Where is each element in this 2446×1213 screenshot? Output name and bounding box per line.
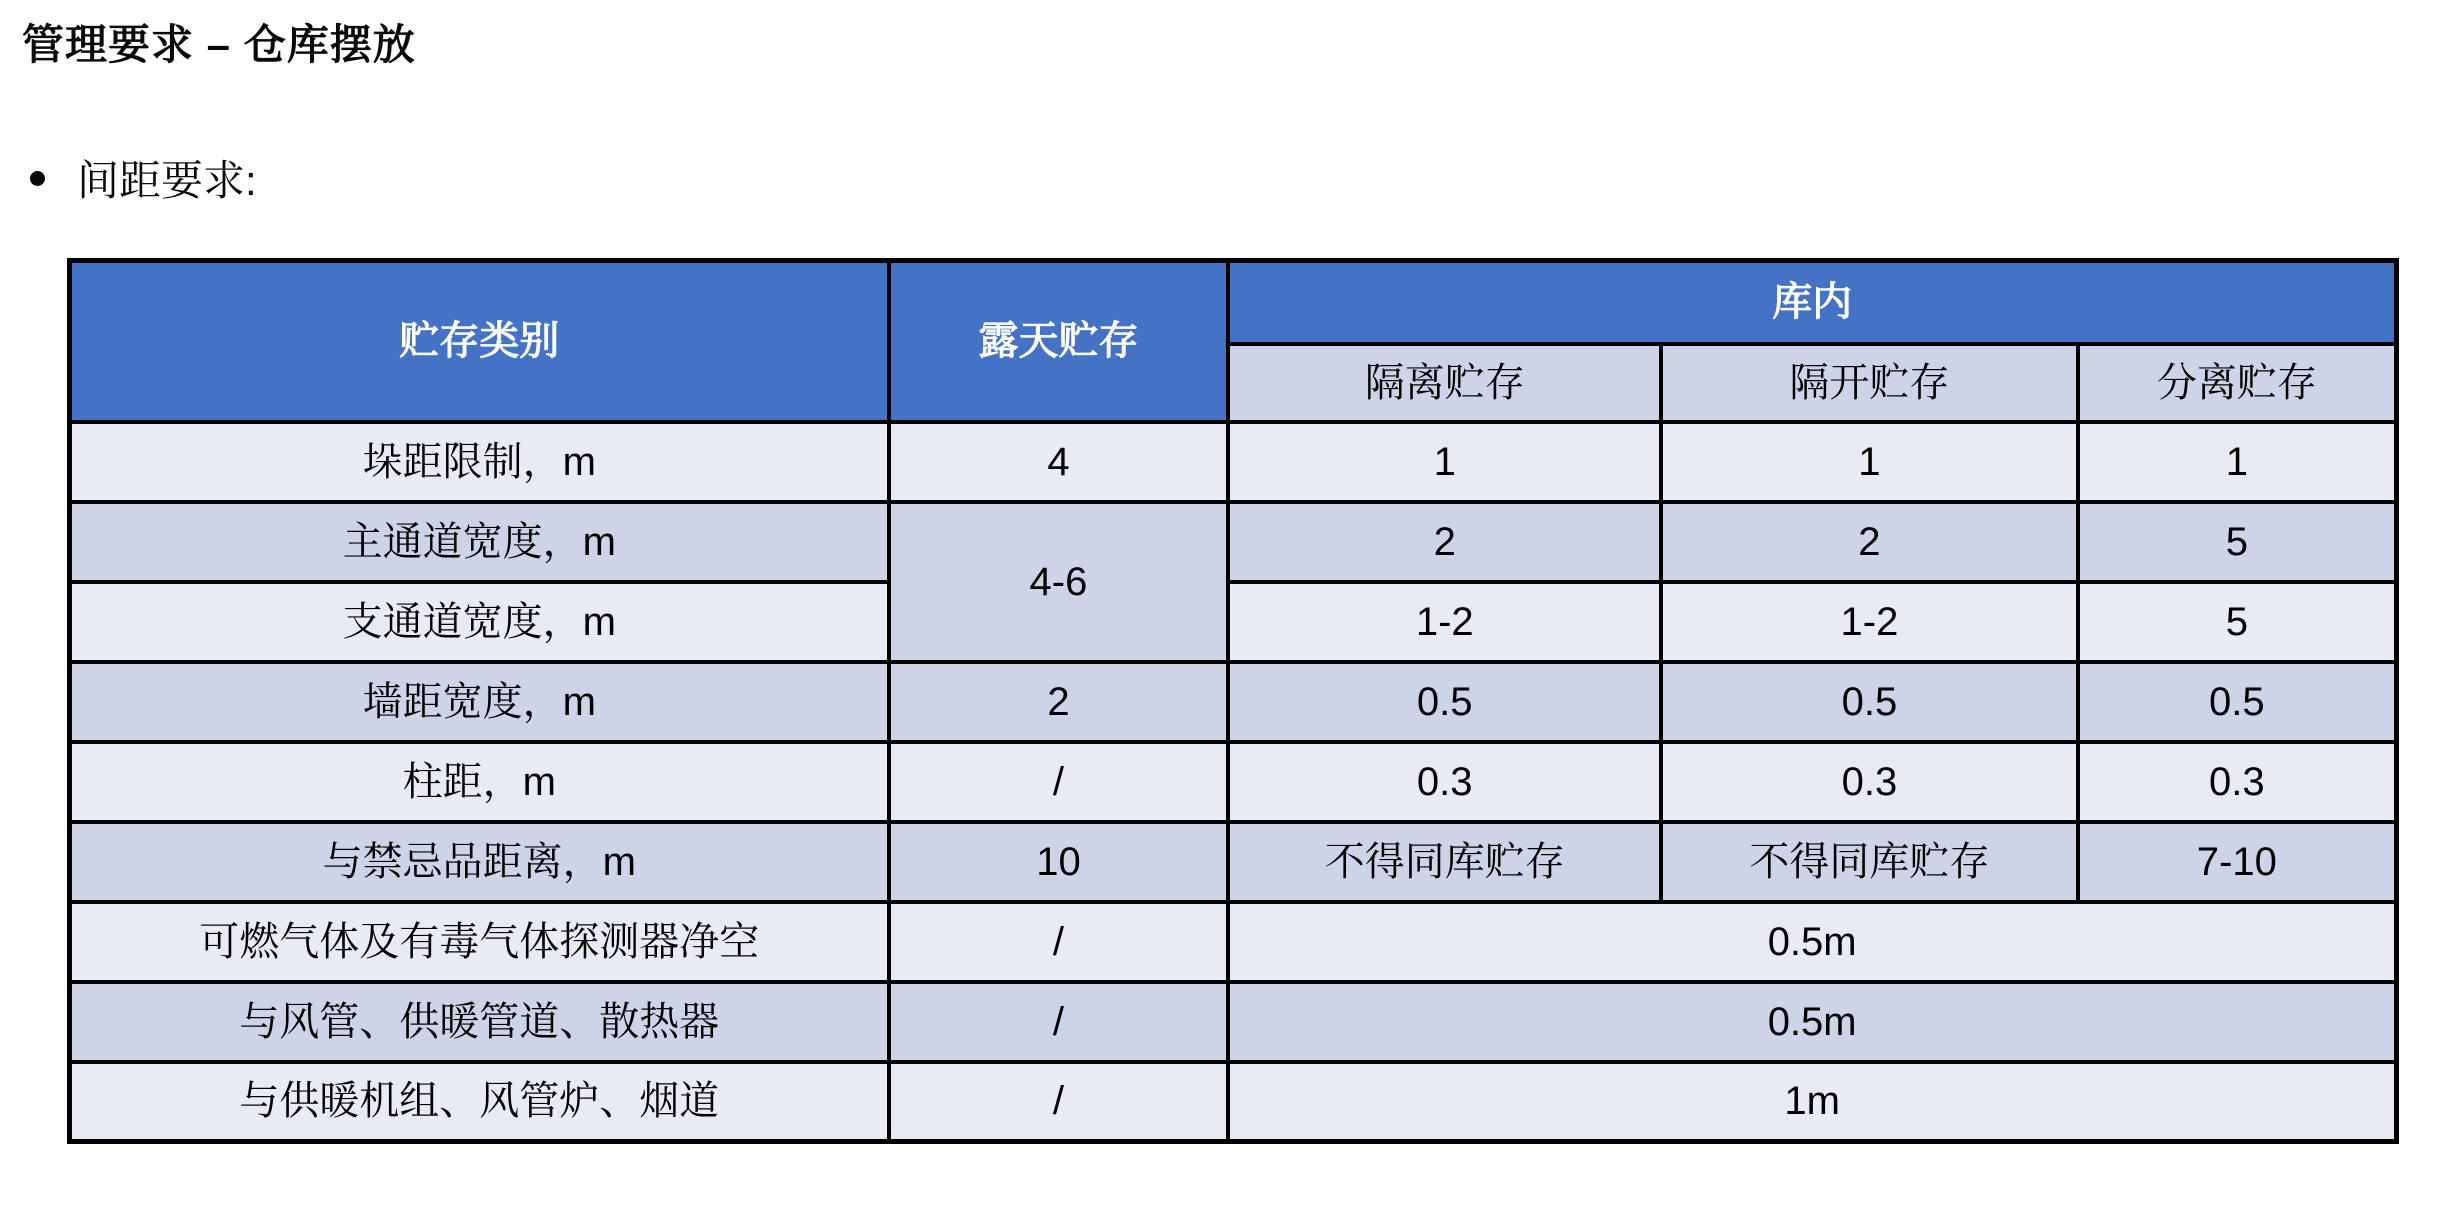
bullet-icon — [30, 171, 45, 186]
row-label: 与供暖机组、风管炉、烟道 — [70, 1062, 889, 1142]
row-label: 柱距，m — [70, 742, 889, 822]
cell-open-air-merged: 4-6 — [889, 502, 1229, 662]
spacing-requirements-table — [67, 258, 2399, 1144]
table-row-main-aisle — [70, 502, 2397, 582]
table-row-incompatible-distance — [70, 822, 2397, 902]
cell-separated: 0.3 — [1661, 742, 2078, 822]
row-label: 与风管、供暖管道、散热器 — [70, 982, 889, 1062]
header-open-air-storage: 露天贮存 — [889, 261, 1229, 422]
header-storage-category: 贮存类别 — [70, 261, 889, 422]
table-row-gas-detector-clearance — [70, 902, 2397, 982]
cell-open-air: 2 — [889, 662, 1229, 742]
cell-isolated: 1 — [1228, 422, 1661, 502]
cell-separated: 0.5 — [1661, 662, 2078, 742]
cell-open-air: / — [889, 742, 1229, 822]
table-row-duct-heating-radiator — [70, 982, 2397, 1062]
cell-open-air: / — [889, 1062, 1229, 1142]
row-label: 支通道宽度，m — [70, 582, 889, 662]
bullet-line — [30, 148, 257, 208]
cell-detached: 0.5 — [2078, 662, 2397, 742]
row-label: 墙距宽度，m — [70, 662, 889, 742]
cell-detached: 1 — [2078, 422, 2397, 502]
table-row-heating-unit-flue — [70, 1062, 2397, 1142]
cell-isolated: 1-2 — [1228, 582, 1661, 662]
cell-separated: 2 — [1661, 502, 2078, 582]
row-label: 主通道宽度，m — [70, 502, 889, 582]
cell-open-air: / — [889, 902, 1229, 982]
row-label: 与禁忌品距离，m — [70, 822, 889, 902]
cell-detached: 7-10 — [2078, 822, 2397, 902]
cell-separated: 1-2 — [1661, 582, 2078, 662]
row-label: 可燃气体及有毒气体探测器净空 — [70, 902, 889, 982]
cell-indoor-merged: 0.5m — [1228, 982, 2396, 1062]
page-title: 管理要求 – 仓库摆放 — [22, 21, 416, 68]
table-row-wall-distance — [70, 662, 2397, 742]
cell-open-air: 4 — [889, 422, 1229, 502]
cell-detached: 5 — [2078, 502, 2397, 582]
cell-isolated: 0.3 — [1228, 742, 1661, 822]
table-row-branch-aisle — [70, 582, 2397, 662]
header-indoor: 库内 — [1228, 261, 2396, 344]
subheader-detached-storage: 分离贮存 — [2078, 344, 2397, 422]
cell-separated: 不得同库贮存 — [1661, 822, 2078, 902]
cell-detached: 0.3 — [2078, 742, 2397, 822]
subheader-separated-storage: 隔开贮存 — [1661, 344, 2078, 422]
table-row-stack-distance — [70, 422, 2397, 502]
table-row-column-distance — [70, 742, 2397, 822]
cell-separated: 1 — [1661, 422, 2078, 502]
cell-open-air: 10 — [889, 822, 1229, 902]
cell-isolated: 不得同库贮存 — [1228, 822, 1661, 902]
subheader-isolated-storage: 隔离贮存 — [1228, 344, 1661, 422]
cell-isolated: 0.5 — [1228, 662, 1661, 742]
cell-indoor-merged: 1m — [1228, 1062, 2396, 1142]
table-header-row — [70, 261, 2397, 344]
cell-open-air: / — [889, 982, 1229, 1062]
cell-isolated: 2 — [1228, 502, 1661, 582]
row-label: 垛距限制，m — [70, 422, 889, 502]
bullet-text: 间距要求: — [77, 157, 257, 204]
cell-detached: 5 — [2078, 582, 2397, 662]
cell-indoor-merged: 0.5m — [1228, 902, 2396, 982]
